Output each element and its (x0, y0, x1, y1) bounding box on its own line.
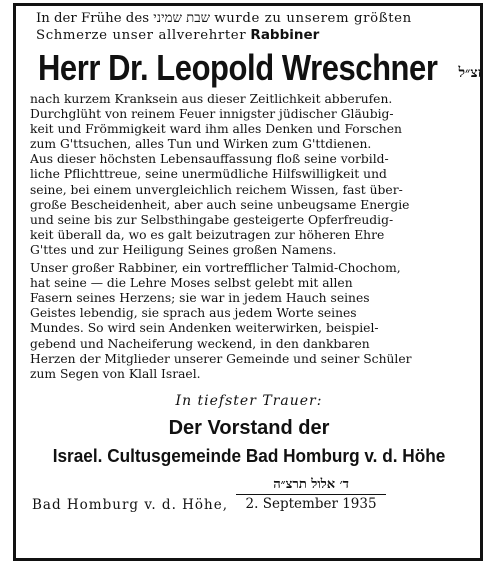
body-line: nach kurzem Kranksein aus dieser Zeitlichkeit abberufen. (30, 92, 393, 106)
paragraph-tribute (30, 107, 468, 258)
intro-hebrew-shabbat: שבת שמיני (153, 11, 211, 26)
closing (30, 392, 468, 468)
body-line: G'ttes und zur Heiligung Seines großen Namens. (30, 242, 337, 257)
intro-rabbiner: Rabbiner (250, 27, 320, 43)
body-line: große Bescheidenheit, aber auch seine unbeugsame Energie (30, 197, 410, 212)
body-line: keit überall da, wo es galt beizutragen zur höheren Ehre (30, 227, 385, 242)
hebrew-date: ד׳ אלול תרצ״ה (236, 476, 386, 495)
board-heading: Der Vorstand der (168, 416, 330, 439)
body-line: Fasern seines Herzens; sie war in jedem Hauch seines (30, 291, 370, 306)
intro (36, 10, 468, 44)
community-name: Israel. Cultusgemeinde Bad Homburg v. d. Höhe (52, 444, 446, 466)
body-line: gebend und Nacheiferung weckend, in den dankbaren (30, 336, 370, 351)
body-line: Herzen der Mitglieder unserer Gemeinde und seiner Schüler (30, 351, 412, 366)
body-line: zum G'ttsuchen, alles Tun und Wirken zum G'ttdienen. (30, 137, 372, 152)
name-honorific: זצ״ל (458, 65, 482, 81)
body-line: keit und Frömmigkeit ward ihm alles Denken und Forschen (30, 122, 402, 137)
paragraph-legacy (30, 261, 468, 382)
body-line: zum Segen von Klall Israel. (30, 366, 201, 381)
obituary-body (30, 92, 468, 382)
body-line: Durchglüht von reinem Feuer innigster jüdischer Gläubig- (30, 107, 394, 122)
intro-line-1 (36, 10, 468, 27)
name-row (38, 47, 482, 88)
body-line: und seine bis zur Selbsthingabe gesteigerte Opferfreudig- (30, 212, 394, 227)
obituary-notice (13, 3, 483, 561)
body-line: hat seine — die Lehre Moses selbst gelebt mit allen (30, 276, 353, 291)
intro-line-1-start: In der Frühe des (36, 11, 150, 26)
gregorian-date: 2. September 1935 (245, 495, 377, 512)
body-line: seine, bei einem unvergleichlich reichem Wissen, fast über- (30, 182, 403, 197)
intro-line-2-start: Schmerze unser allverehrter (36, 28, 247, 43)
intro-line-1-end: wurde zu unserem größten (214, 11, 412, 26)
body-line: Mundes. So wird sein Andenken weiterwirken, beispiel- (30, 321, 379, 336)
mourning-line: In tiefster Trauer: (175, 392, 323, 409)
place-of-issue: Bad Homburg v. d. Höhe, (32, 496, 229, 513)
body-line: Aus dieser höchsten Lebensauffassung floß seine vorbild- (30, 152, 389, 167)
date-block (236, 476, 386, 513)
body-line: liche Pflichttreue, seine unermüdliche Hilfswilligkeit und (30, 167, 387, 182)
body-line: Unser großer Rabbiner, ein vortrefflicher Talmid-Chochom, (30, 261, 401, 276)
deceased-name: Herr Dr. Leopold Wreschner (38, 47, 438, 88)
intro-line-2 (36, 27, 468, 44)
body-line: Geistes lebendig, sie sprach aus jedem Worte seines (30, 306, 357, 321)
footer (30, 476, 468, 513)
